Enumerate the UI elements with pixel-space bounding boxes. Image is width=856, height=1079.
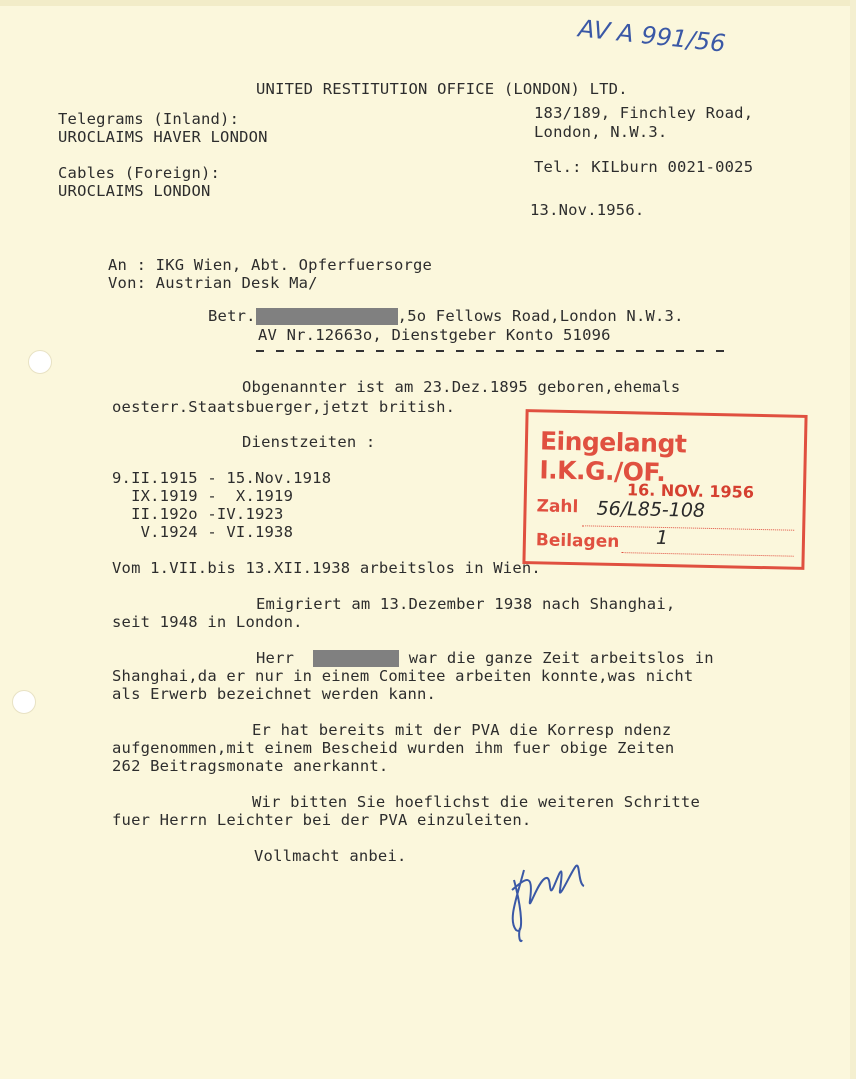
letter-date: 13.Nov.1956.	[530, 201, 645, 219]
dienstzeit-row: IX.1919 - X.1919	[112, 487, 294, 505]
stamp-title: Eingelangt I.K.G./OF.	[539, 426, 687, 488]
bitte-line-2: fuer Herrn Leichter bei der PVA einzuleiten.	[112, 811, 532, 829]
dienstzeit-row: II.192o -IV.1923	[112, 505, 284, 523]
telegrams-label: Telegrams (Inland):	[58, 110, 240, 128]
stamp-zahl-line	[582, 525, 794, 530]
punch-hole-top	[28, 350, 52, 374]
herr-suffix: war die ganze Zeit arbeitslos in	[408, 649, 714, 667]
subject-betr-suffix: ,5o Fellows Road,London N.W.3.	[397, 307, 684, 325]
paper-edge-right	[850, 0, 856, 1079]
telegrams-value: UROCLAIMS HAVER LONDON	[58, 128, 268, 146]
company-name: UNITED RESTITUTION OFFICE (LONDON) LTD.	[256, 80, 628, 98]
paper-edge-top	[0, 0, 856, 6]
routing-an: An : IKG Wien, Abt. Opferfuersorge	[108, 256, 433, 274]
address-line-1: 183/189, Finchley Road,	[534, 104, 754, 122]
stamp-zahl-value: 56/L85-108	[596, 497, 706, 522]
redacted-name	[313, 650, 399, 667]
received-stamp	[522, 409, 807, 570]
archive-mark: AV A 991/56	[576, 14, 727, 58]
dienstzeiten-heading: Dienstzeiten :	[242, 433, 376, 451]
subject-line	[208, 307, 684, 325]
telephone: Tel.: KILburn 0021-0025	[534, 158, 754, 176]
herr-line-2: Shanghai,da er nur in einem Comitee arbeiten konnte,was nicht	[112, 667, 694, 685]
stamp-zahl-label: Zahl	[536, 496, 579, 518]
cables-value: UROCLAIMS LONDON	[58, 182, 211, 200]
herr-prefix: Herr	[256, 649, 295, 667]
dienstzeit-row: 9.II.1915 - 15.Nov.1918	[112, 469, 332, 487]
punch-hole-bottom	[12, 690, 36, 714]
signature	[494, 840, 594, 950]
stamp-beilagen-value: 1	[655, 526, 669, 550]
emigriert-line-2: seit 1948 in London.	[112, 613, 303, 631]
dashed-separator	[256, 350, 736, 352]
paragraph-1-line-1: Obgenannter ist am 23.Dez.1895 geboren,ehemals	[242, 378, 681, 396]
stamp-beilagen-line	[622, 552, 794, 557]
bitte-line-1: Wir bitten Sie hoeflichst die weiteren Schritte	[252, 793, 700, 811]
pva-line-2: aufgenommen,mit einem Bescheid wurden ihm fuer obige Zeiten	[112, 739, 675, 757]
subject-betr-prefix: Betr.	[208, 307, 256, 325]
stamp-beilagen-label: Beilagen	[535, 530, 620, 553]
paragraph-1-line-2: oesterr.Staatsbuerger,jetzt british.	[112, 398, 456, 416]
address-line-2: London, N.W.3.	[534, 123, 668, 141]
routing-von: Von: Austrian Desk Ma/	[108, 274, 318, 292]
pva-line-3: 262 Beitragsmonate anerkannt.	[112, 757, 389, 775]
stamp-date: 16. NOV. 1956	[626, 480, 755, 502]
cables-label: Cables (Foreign):	[58, 164, 221, 182]
herr-line-3: als Erwerb bezeichnet werden kann.	[112, 685, 437, 703]
emigriert-line-1: Emigriert am 13.Dezember 1938 nach Shanghai,	[256, 595, 676, 613]
arbeitslos-line: Vom 1.VII.bis 13.XII.1938 arbeitslos in Wien.	[112, 559, 541, 577]
dienstzeit-row: V.1924 - VI.1938	[112, 523, 294, 541]
pva-line-1: Er hat bereits mit der PVA die Korresp ndenz	[252, 721, 672, 739]
redacted-name	[256, 308, 398, 325]
reference-line: AV Nr.12663o, Dienstgeber Konto 51096	[258, 326, 611, 344]
herr-line-1	[256, 649, 714, 667]
vollmacht-line: Vollmacht anbei.	[254, 847, 407, 865]
